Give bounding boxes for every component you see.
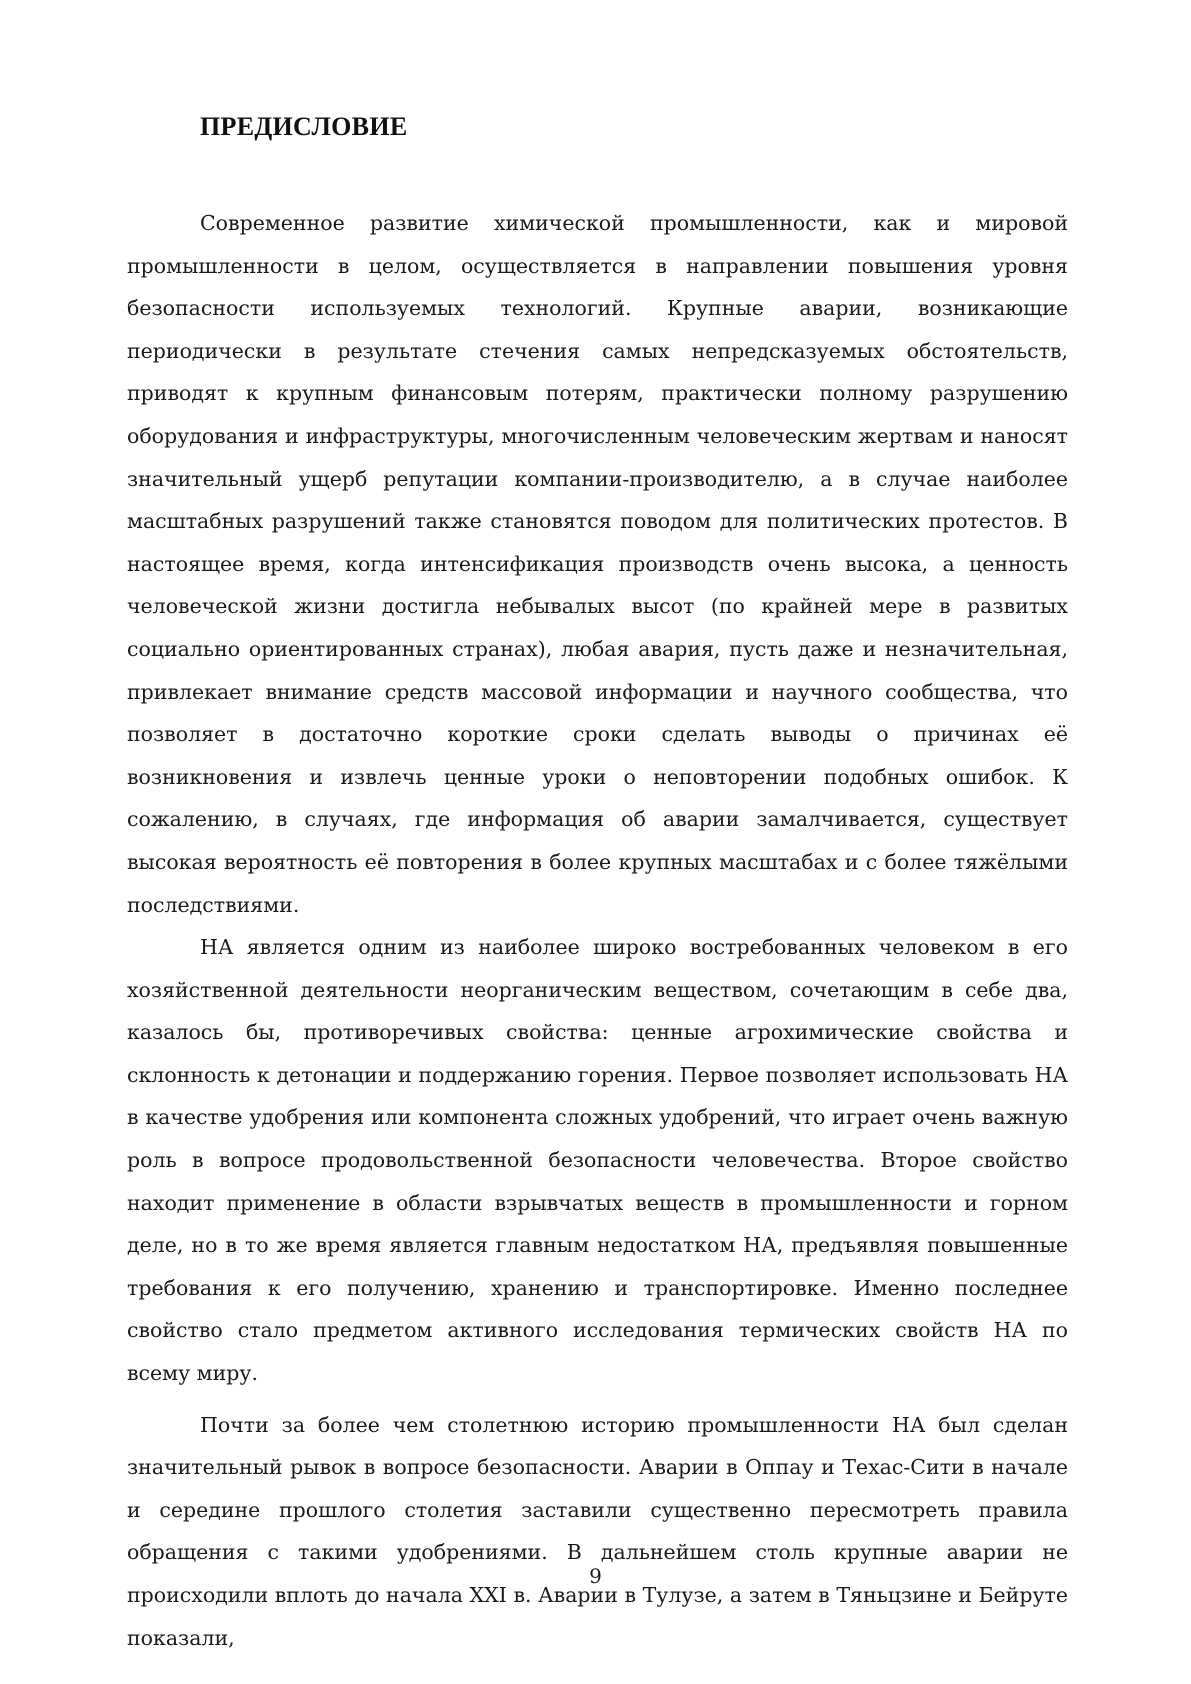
body-text [127, 202, 1068, 1659]
paragraph-3: Почти за более чем столетнюю историю промышленности НА был сделан значительный рывок в вопросе безопасности. Аварии в Оппау и Техас-Сити в начале и середине прошлого столетия заставили существенно пересмотреть правила обращения с такими удобрениями. В дальнейшем столь крупные аварии не происходили вплоть до начала XXI в. Аварии в Тулузе, а затем в Тяньцзине и Бейруте показали, [127, 1412, 1068, 1650]
paragraph-1: Современное развитие химической промышленности, как и мировой промышленности в целом, осуществляется в направлении повышения уровня безопасности используемых технологий. Крупные аварии, возникающие периодически в результате стечения самых непредсказуемых обстоятельств, приводят к крупным финансовым потерям, практически полному разрушению оборудования и инфраструктуры, многочисленным человеческим жертвам и наносят значительный ущерб репутации компании-производителю, а в случае наиболее масштабных разрушений также становятся поводом для политических протестов. В настоящее время, когда интенсификация производств очень высока, а ценность человеческой жизни достигла небывалых высот (по крайней мере в развитых социально ориентированных странах), любая авария, пусть даже и незначительная, привлекает внимание средств массовой информации и научного сообщества, что позволяет в достаточно короткие сроки сделать выводы о причинах её возникновения и извлечь ценные уроки о неповторении подобных ошибок. К сожалению, в случаях, где информация об аварии замалчивается, существует высокая вероятность её повторения в более крупных масштабах и с более тяжёлыми последствиями. [127, 211, 1068, 917]
page-title: ПРЕДИСЛОВИЕ [200, 112, 408, 141]
page-number: 9 [589, 1564, 602, 1588]
paragraph-2: НА является одним из наиболее широко востребованных человеком в его хозяйственной деятельности неорганическим веществом, сочетающим в себе два, казалось бы, противоречивых свойства: ценные агрохимические свойства и склонность к детонации и поддержанию горения. Первое позволяет использовать НА в качестве удобрения или компонента сложных удобрений, что играет очень важную роль в вопросе продовольственной безопасности человечества. Второе свойство находит применение в области взрывчатых веществ в промышленности и горном деле, но в то же время является главным недостатком НА, предъявляя повышенные требования к его получению, хранению и транспортировке. Именно последнее свойство стало предметом активного исследования термических свойств НА по всему миру. [127, 935, 1068, 1386]
